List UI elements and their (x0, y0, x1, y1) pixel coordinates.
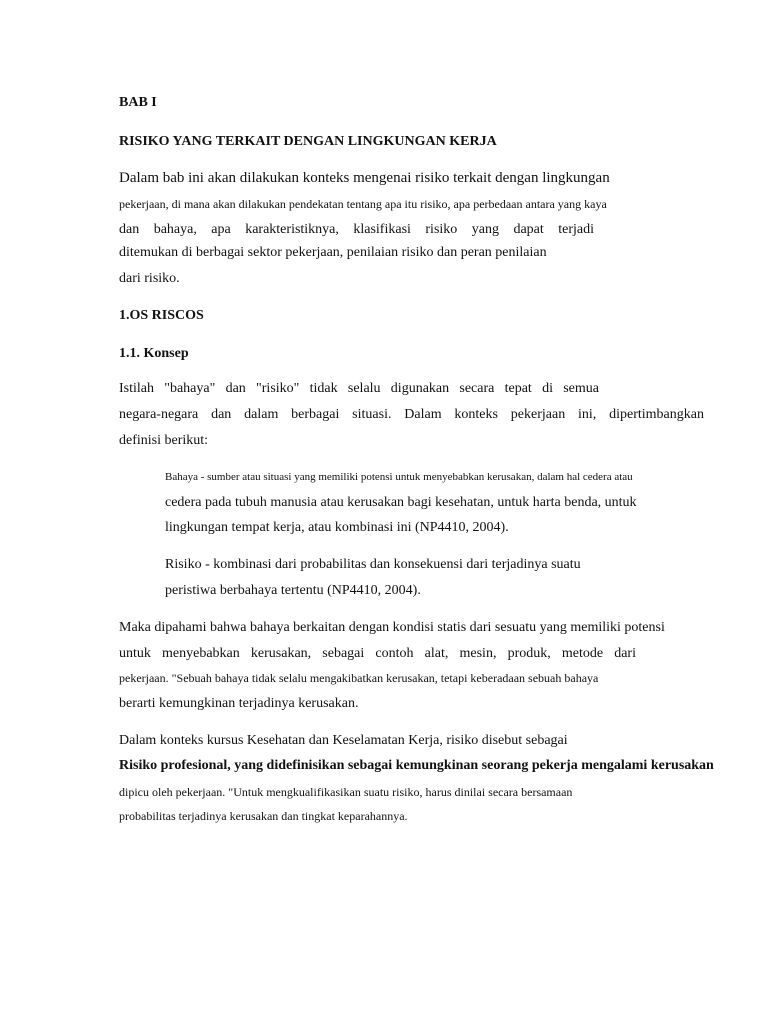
text-line-bold: Risiko profesional, yang didefinisikan sebagai kemungkinan seorang pekerja mengalami kerusakan (119, 758, 714, 773)
text-line: Risiko - kombinasi dari probabilitas dan konsekuensi dari terjadinya suatu (165, 557, 581, 572)
text-line: Maka dipahami bahwa bahaya berkaitan dengan kondisi statis dari sesuatu yang memiliki potensi (119, 620, 665, 635)
text-line: lingkungan tempat kerja, atau kombinasi ini (NP4410, 2004). (165, 520, 509, 535)
text-line: pekerjaan. "Sebuah bahaya tidak selalu mengakibatkan kerusakan, tetapi keberadaan sebuah bahaya (119, 671, 599, 685)
text-line: ditemukan di berbagai sektor pekerjaan, penilaian risiko dan peran penilaian (119, 245, 547, 260)
text-line: probabilitas terjadinya kerusakan dan tingkat keparahannya. (119, 809, 408, 823)
text-line: definisi berikut: (119, 433, 209, 448)
chapter-title: RISIKO YANG TERKAIT DENGAN LINGKUNGAN KERJA (119, 134, 497, 149)
text-line: negara-negara dan dalam berbagai situasi. Dalam konteks pekerjaan ini, dipertimbangkan (119, 407, 704, 422)
text-line: pekerjaan, di mana akan dilakukan pendekatan tentang apa itu risiko, apa perbedaan antara yang kaya (119, 197, 607, 211)
text-line: Istilah "bahaya" dan "risiko" tidak selalu digunakan secara tepat di semua (119, 381, 599, 396)
text-line: Dalam konteks kursus Kesehatan dan Keselamatan Kerja, risiko disebut sebagai (119, 733, 568, 748)
text-line: cedera pada tubuh manusia atau kerusakan bagi kesehatan, untuk harta benda, untuk (165, 495, 637, 510)
text-line: dipicu oleh pekerjaan. "Untuk mengkualifikasikan suatu risiko, harus dinilai secara bersamaan (119, 785, 573, 799)
text-line: peristiwa berbahaya tertentu (NP4410, 2004). (165, 583, 421, 598)
subsection-heading: 1.1. Konsep (119, 346, 189, 361)
text-line: Dalam bab ini akan dilakukan konteks mengenai risiko terkait dengan lingkungan (119, 170, 610, 186)
text-line: dan bahaya, apa karakteristiknya, klasifikasi risiko yang dapat terjadi (119, 222, 594, 237)
section-heading: 1.OS RISCOS (119, 308, 204, 323)
chapter-heading: BAB I (119, 95, 157, 110)
text-line: Bahaya - sumber atau situasi yang memiliki potensi untuk menyebabkan kerusakan, dalam hal cedera atau (165, 471, 633, 483)
text-line: berarti kemungkinan terjadinya kerusakan. (119, 696, 359, 711)
text-line: dari risiko. (119, 271, 180, 286)
text-line: untuk menyebabkan kerusakan, sebagai contoh alat, mesin, produk, metode dari (119, 646, 636, 661)
